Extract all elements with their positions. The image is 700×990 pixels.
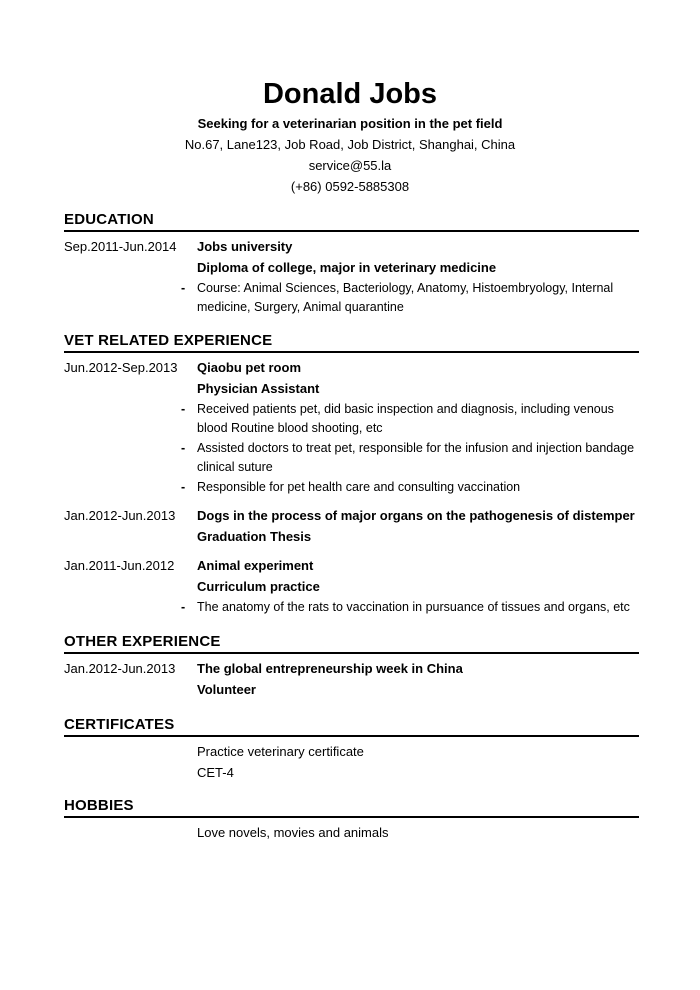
entry-organization: Dogs in the process of major organs on the pathogenesis of distemper [197,508,635,523]
email: service@55.la [308,158,392,173]
education-section [64,211,639,317]
section-title-vet-experience: VET RELATED EXPERIENCE [64,332,639,353]
hobby-item: Love novels, movies and animals [197,825,389,840]
entry-organization: Animal experiment [197,558,314,573]
experience-entry [64,658,639,700]
job-objective: Seeking for a veterinarian position in the pet field [197,116,503,131]
phone: (+86) 0592-5885308 [290,179,410,194]
bullet-item [181,400,639,438]
certificate-item: CET-4 [197,765,234,780]
experience-entry [64,357,639,497]
address: No.67, Lane123, Job Road, Job District, Shanghai, China [184,137,516,152]
hobbies-section [64,797,639,843]
bullet-item [181,439,639,477]
bullet-item [181,598,639,617]
certificates-section [64,716,639,783]
entry-body [197,658,639,700]
entry-date: Jun.2012-Sep.2013 [64,360,178,375]
bullet-dash: - [181,600,186,614]
other-experience-section [64,633,639,700]
certificates-list [64,741,639,783]
entry-organization: Jobs university [197,239,293,254]
bullet-dash: - [181,402,186,416]
bullet-text: Course: Animal Sciences, Bacteriology, Anatomy, Histoembryology, Internal medicine, Surgery, Animal quarantine [197,281,614,314]
bullet-dash: - [181,441,186,455]
entry-body [197,741,639,783]
entry-organization: The global entrepreneurship week in China [197,661,463,676]
entry-role: Diploma of college, major in veterinary medicine [197,260,497,275]
entry-body [181,236,639,317]
section-title-other-experience: OTHER EXPERIENCE [64,633,639,654]
entry-role: Graduation Thesis [197,529,312,544]
bullet-dash: - [181,281,186,295]
section-title-education: EDUCATION [64,211,639,232]
section-title-hobbies: HOBBIES [64,797,639,818]
entry-body [181,357,639,497]
experience-entry [64,505,639,547]
bullet-text: Received patients pet, did basic inspection and diagnosis, including venous blood Routine blood shooting, etc [197,402,614,435]
bullet-text: The anatomy of the rats to vaccination in pursuance of tissues and organs, etc [197,600,630,614]
entry-role: Physician Assistant [197,381,320,396]
entry-date: Sep.2011-Jun.2014 [64,239,177,254]
bullet-text: Responsible for pet health care and consulting vaccination [197,480,521,494]
entry-date: Jan.2011-Jun.2012 [64,558,175,573]
entry-date: Jan.2012-Jun.2013 [64,661,176,676]
bullet-item [181,279,639,317]
education-entry [64,236,639,317]
bullet-text: Assisted doctors to treat pet, responsible for the infusion and injection bandage clinical suture [197,441,635,474]
entry-organization: Qiaobu pet room [197,360,301,375]
entry-body [197,822,639,843]
hobbies-list [64,822,639,843]
bullet-dash: - [181,480,186,494]
vet-experience-section [64,332,639,617]
entry-date: Jan.2012-Jun.2013 [64,508,176,523]
entry-body [197,505,639,547]
experience-entry [64,555,639,617]
entry-body [181,555,639,617]
entry-role: Volunteer [197,682,256,697]
entry-role: Curriculum practice [197,579,320,594]
resume-header [0,74,700,197]
bullet-item [181,478,639,497]
certificate-item: Practice veterinary certificate [197,744,364,759]
section-title-certificates: CERTIFICATES [64,716,639,737]
candidate-name: Donald Jobs [262,78,437,110]
